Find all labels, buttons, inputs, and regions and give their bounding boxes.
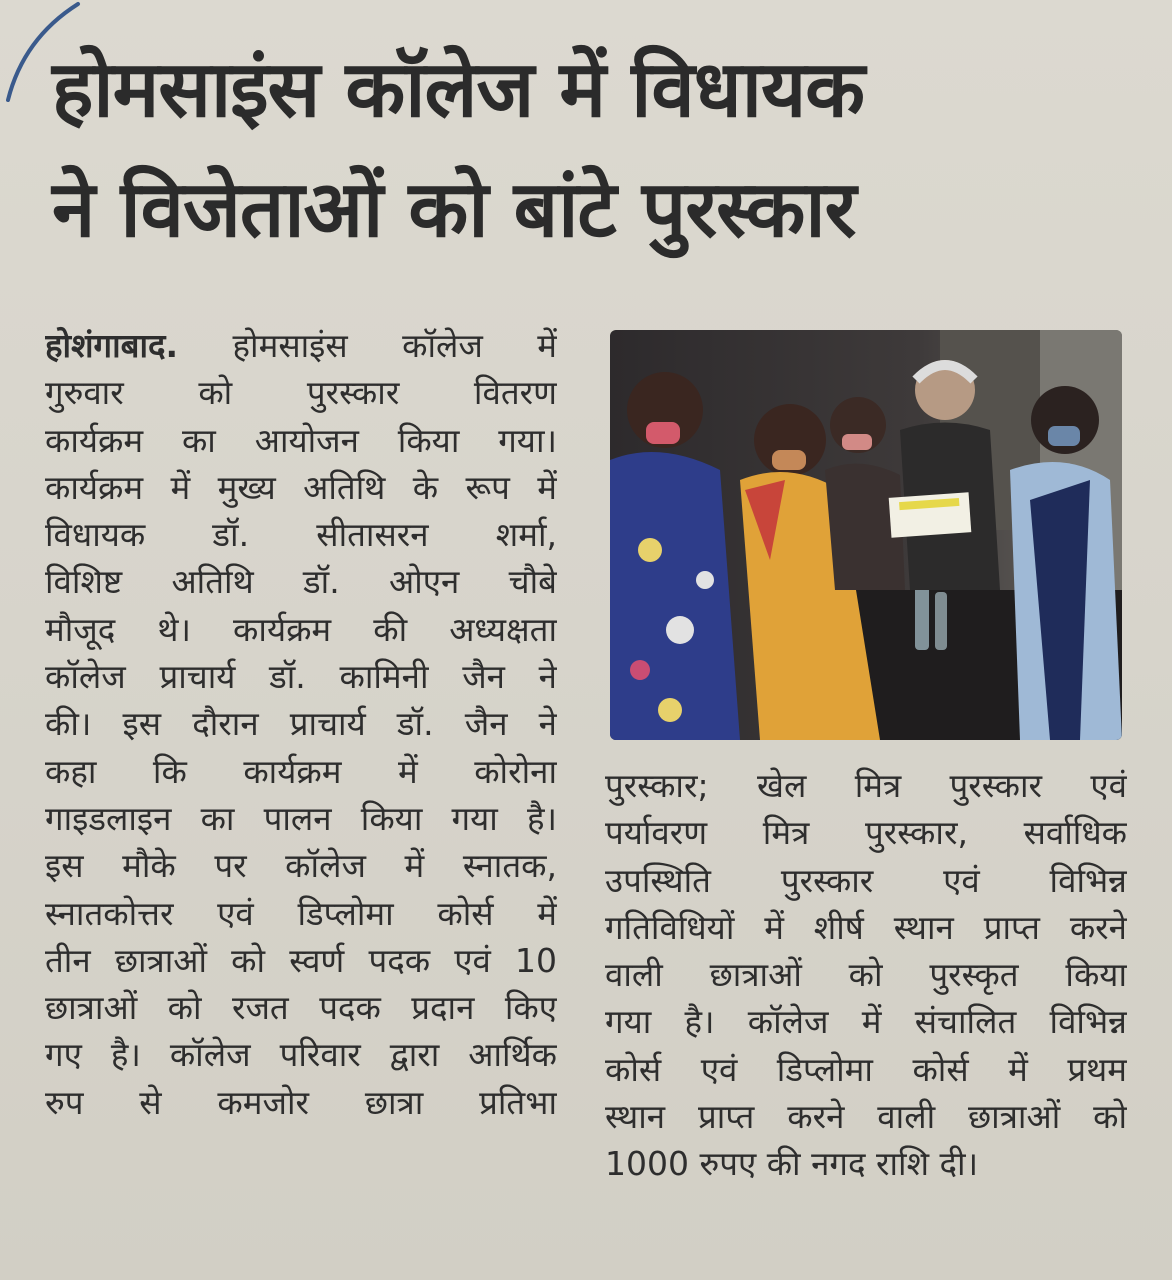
article-line-text: होमसाइंस कॉलेज में [178, 326, 557, 365]
article-line: कार्यक्रम में मुख्य अतिथि के रूप में [45, 467, 557, 507]
article-line: छात्राओं को रजत पदक प्रदान किए [45, 988, 557, 1028]
article-line: मौजूद थे। कार्यक्रम की अध्यक्षता [45, 609, 557, 649]
article-line: पर्यावरण मित्र पुरस्कार, सर्वाधिक [605, 813, 1127, 853]
article-line: कॉलेज प्राचार्य डॉ. कामिनी जैन ने [45, 657, 557, 697]
article-line: गया है। कॉलेज में संचालित विभिन्न [605, 1002, 1127, 1042]
article-line: रुप से कमजोर छात्रा प्रतिभा [45, 1082, 557, 1122]
article-line: की। इस दौरान प्राचार्य डॉ. जैन ने [45, 704, 557, 744]
article-line: स्नातकोत्तर एवं डिप्लोमा कोर्स में [45, 893, 557, 933]
dateline: होशंगाबाद. [45, 326, 179, 365]
headline [52, 30, 1132, 270]
article-line: कहा कि कार्यक्रम में कोरोना [45, 751, 557, 791]
article-line: गतिविधियों में शीर्ष स्थान प्राप्त करने [605, 907, 1127, 947]
article-line: गए है। कॉलेज परिवार द्वारा आर्थिक [45, 1035, 557, 1075]
article-line: 1000 रुपए की नगद राशि दी। [605, 1144, 979, 1184]
article-line: तीन छात्राओं को स्वर्ण पदक एवं 10 [45, 940, 557, 980]
article-line: वाली छात्राओं को पुरस्कृत किया [605, 955, 1127, 995]
article-line: उपस्थिति पुरस्कार एवं विभिन्न [605, 860, 1127, 900]
article-right-column [605, 762, 1127, 1188]
article-line: गाइडलाइन का पालन किया गया है। [45, 798, 557, 838]
article-line: पुरस्कार; खेल मित्र पुरस्कार एवं [605, 766, 1127, 805]
article-line [45, 322, 557, 369]
article-line: गुरुवार को पुरस्कार वितरण [45, 373, 557, 413]
article-line: इस मौके पर कॉलेज में स्नातक, [45, 846, 557, 886]
photo-illustration [610, 330, 1122, 740]
article-line: कोर्स एवं डिप्लोमा कोर्स में प्रथम [605, 1049, 1127, 1089]
article-line: कार्यक्रम का आयोजन किया गया। [45, 420, 557, 460]
article-line: स्थान प्राप्त करने वाली छात्राओं को [605, 1097, 1127, 1137]
article-line: विशिष्ट अतिथि डॉ. ओएन चौबे [45, 562, 557, 602]
article-left-column [45, 322, 557, 1126]
article-line: विधायक डॉ. सीतासरन शर्मा, [45, 515, 557, 555]
headline-line-2: ने विजेताओं को बांटे पुरस्कार [52, 165, 856, 255]
award-ceremony-photo [610, 330, 1122, 740]
headline-line-1: होमसाइंस कॉलेज में विधायक [52, 45, 865, 135]
